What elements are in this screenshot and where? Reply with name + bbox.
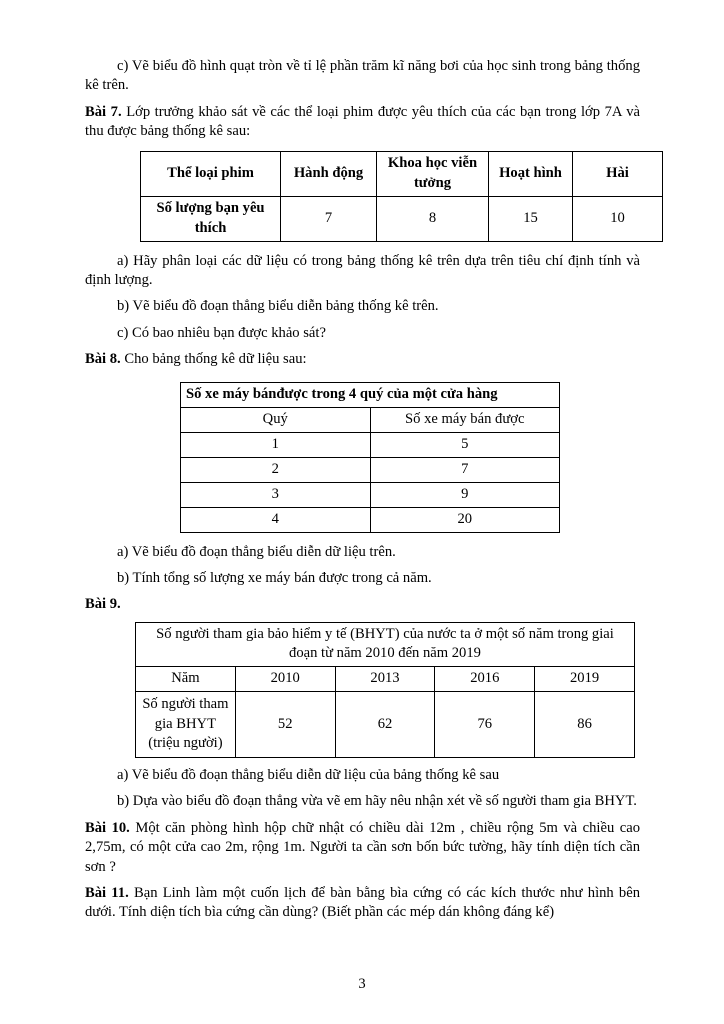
exercise-7-text: Lớp trưởng khảo sát về các thể loại phim được yêu thích của các bạn trong lớp 7A và thu được bảng thống kê sau:	[85, 103, 641, 140]
year-cell: 2016	[435, 666, 535, 691]
exercise-9-item-b: b) Dựa vào biểu đồ đoạn thẳng vừa vẽ em hãy nêu nhận xét về số người tham gia BHYT.	[117, 793, 637, 810]
header-cell-animation: Hoạt hình	[489, 151, 573, 196]
value-cell: 8	[377, 196, 489, 241]
year-cell: 2019	[535, 666, 635, 691]
table-header-row	[136, 666, 635, 691]
header-cell-action: Hành động	[281, 151, 377, 196]
table-row	[181, 482, 560, 507]
exercise-11-label: Bài 11.	[85, 884, 129, 901]
value-cell: 52	[235, 691, 335, 757]
table-row	[181, 507, 560, 532]
row-label-cell: Số người tham gia BHYT (triệu người)	[136, 691, 236, 757]
table-title-cell: Số xe máy bánđược trong 4 quý của một cửa hàng	[181, 382, 560, 407]
value-cell: 10	[573, 196, 663, 241]
exercise-11-paragraph	[85, 884, 640, 923]
table-row	[181, 457, 560, 482]
table-data-row	[136, 691, 635, 757]
table-title-row	[181, 382, 560, 407]
value-cell: 62	[335, 691, 435, 757]
year-cell: 2013	[335, 666, 435, 691]
value-cell: 15	[489, 196, 573, 241]
header-cell-year: Năm	[136, 666, 236, 691]
movie-genre-table	[140, 151, 663, 242]
cell-quarter: 3	[181, 482, 371, 507]
cell-quarter: 4	[181, 507, 371, 532]
bhyt-table	[135, 622, 635, 758]
year-cell: 2010	[235, 666, 335, 691]
cell-quarter: 2	[181, 457, 371, 482]
exercise-7-item-a: a) Hãy phân loại các dữ liệu có trong bảng thống kê trên dựa trên tiêu chí định tính và định lượng.	[85, 252, 640, 289]
exercise-11-text: Bạn Linh làm một cuốn lịch để bàn bằng bìa cứng có các kích thước như hình bên dưới. Tính diện tích bìa cứng cần dùng? (Biết phần các mép dán không đáng kể)	[85, 884, 641, 921]
exercise-9-heading	[85, 595, 640, 614]
exercise-8-item-a: a) Vẽ biểu đồ đoạn thẳng biểu diễn dữ liệu trên.	[117, 543, 396, 560]
table-header-row	[141, 151, 663, 196]
header-cell-scifi: Khoa học viễn tưởng	[377, 151, 489, 196]
exercise-7-intro	[85, 103, 640, 142]
exercise-10-label: Bài 10.	[85, 819, 130, 836]
cell-sold: 7	[370, 457, 560, 482]
table-title-cell: Số người tham gia bảo hiểm y tế (BHYT) của nước ta ở một số năm trong giai đoạn từ năm 2010 đến năm 2019	[136, 622, 635, 666]
table-title-row	[136, 622, 635, 666]
exercise-8-item-b: b) Tính tổng số lượng xe máy bán được trong cả năm.	[117, 570, 432, 587]
row-label-cell: Số lượng bạn yêu thích	[141, 196, 281, 241]
value-cell: 86	[535, 691, 635, 757]
cell-quarter: 1	[181, 432, 371, 457]
cell-sold: 20	[370, 507, 560, 532]
table-row	[181, 432, 560, 457]
header-cell-sold: Số xe máy bán được	[370, 407, 560, 432]
value-cell: 7	[281, 196, 377, 241]
header-cell-quarter: Quý	[181, 407, 371, 432]
exercise-10-paragraph	[85, 819, 640, 877]
exercise-7-item-c: c) Có bao nhiêu bạn được khảo sát?	[117, 324, 326, 341]
exercise-9-label: Bài 9.	[85, 596, 121, 613]
exercise-9-item-a: a) Vẽ biểu đồ đoạn thẳng biểu diễn dữ liệu của bảng thống kê sau	[117, 766, 500, 783]
exercise-10-text: Một căn phòng hình hộp chữ nhật có chiều dài 12m , chiều rộng 5m và chiều cao 2,75m, có một cửa cao 2m, rộng 1m. Người ta cần sơn bốn bức tường, hãy tính diện tích cần sơn ?	[85, 819, 640, 875]
exercise-8-label: Bài 8.	[85, 351, 121, 368]
value-cell: 76	[435, 691, 535, 757]
exercise-7-label: Bài 7.	[85, 103, 122, 120]
intro-item-c: c) Vẽ biểu đồ hình quạt tròn về tỉ lệ phần trăm kĩ năng bơi của học sinh trong bảng thống kê trên.	[85, 58, 640, 94]
motorbike-sales-table	[180, 382, 560, 533]
exercise-8-text: Cho bảng thống kê dữ liệu sau:	[124, 351, 307, 368]
header-cell-comedy: Hài	[573, 151, 663, 196]
exercise-7-item-b: b) Vẽ biểu đồ đoạn thẳng biểu diễn bảng thống kê trên.	[117, 298, 439, 315]
cell-sold: 9	[370, 482, 560, 507]
exercise-8-intro	[85, 350, 640, 369]
table-data-row	[141, 196, 663, 241]
page-number: 3	[358, 975, 366, 992]
table-header-row	[181, 407, 560, 432]
header-cell-genre: Thể loại phim	[141, 151, 281, 196]
cell-sold: 5	[370, 432, 560, 457]
